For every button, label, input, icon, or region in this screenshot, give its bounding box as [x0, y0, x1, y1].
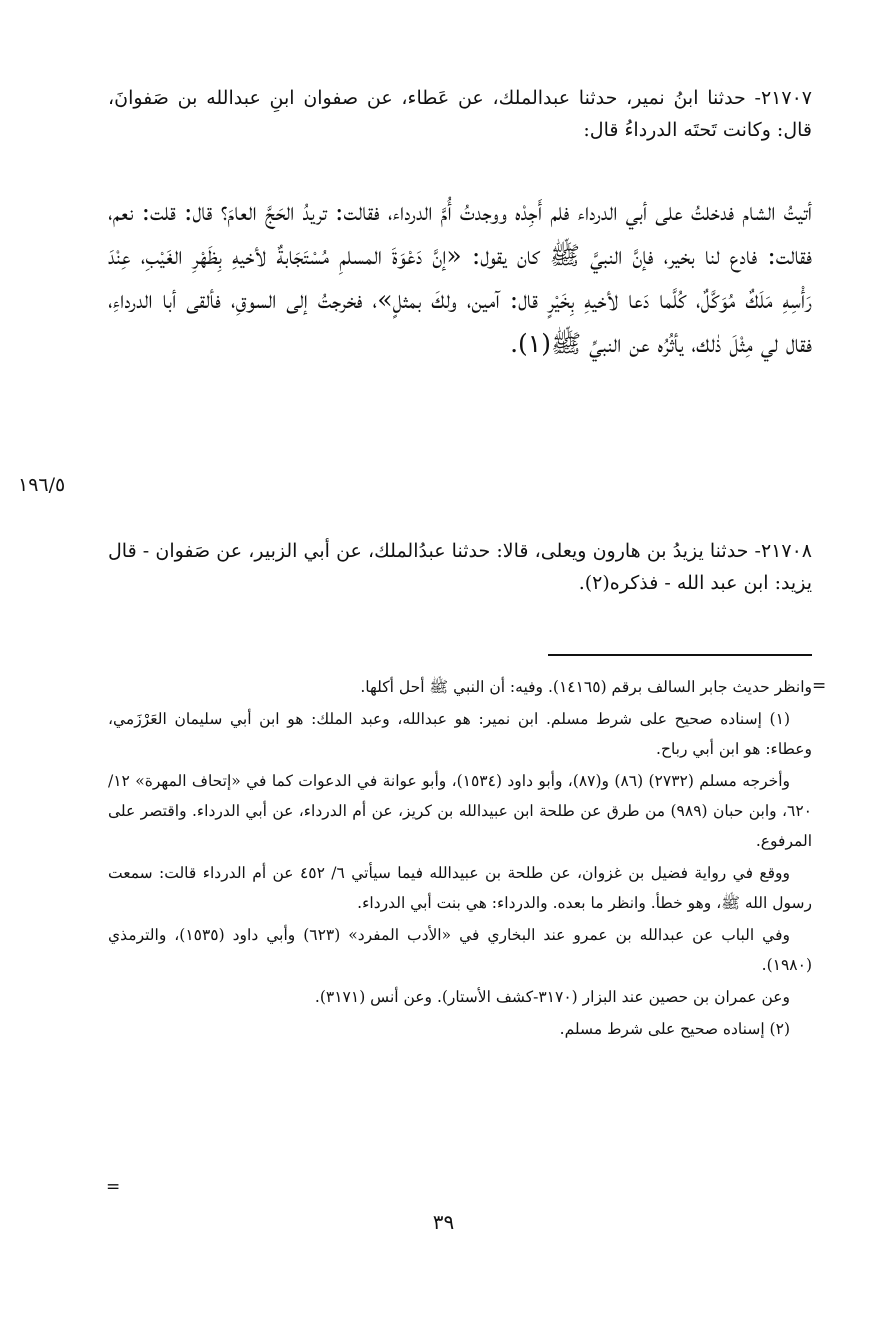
- footnote-1-riwaya: ووقع في رواية فضيل بن غزوان، عن طلحة بن عبيدالله فيما سيأتي ٦/ ٤٥٢ عن أم الدرداء قالت: سمعت رسول الله ﷺ، وهو خطأ. وانظر ما بعده. والدرداء: هي بنت أبي الدرداء.: [108, 864, 812, 912]
- footnote-2: (٢) إسناده صحيح على شرط مسلم.: [559, 1020, 790, 1038]
- footnotes: [108, 672, 812, 1046]
- footnote-continuation-mark-bottom: =: [106, 1177, 121, 1197]
- hadith-21707-text: ٢١٧٠٧- حدثنا ابنُ نمير، حدثنا عبدالملك، عن عَطاء، عن صفوان ابنِ عبدالله بن صَفوانَ، قال: وكانت تَحتَه الدرداءُ قال:: [108, 87, 812, 141]
- footnote-continuation-mark-top: =: [812, 676, 827, 696]
- footnote-separator: [548, 654, 812, 656]
- hadith-21708: [108, 535, 812, 599]
- matn-text: أتيتُ الشام فدخلتُ على أبي الدرداء فلم أَجِدْه ووجدتُ أُمَّ الدرداء، فقالت: تريدُ الحَجَّ العامَ؟ قال: قلت: نعم، فقالت: فادع لنا بخير، فإنَّ النبيَّ ﷺ كان يقول: «إنَّ دَعْوَةَ المسلمِ مُسْتَجَابةٌ لأخيهِ بِظَهْرِ الغَيْبِ، عِنْدَ رَأْسِهِ مَلَكٌ مُوَكَّلٌ، كُلَّما دَعا لأخيهِ بِخَيْرٍ قال: آمين، ولكَ بمثلٍ»، فخرجتُ إلى السوقِ، فألقى أبا الدرداءِ، فقال لي مِثْلَ ذٰلك، يأثُرُه عن النبيِّ ﷺ(١).: [108, 197, 812, 358]
- footnote-1-bab: وفي الباب عن عبدالله بن عمرو عند البخاري في «الأدب المفرد» (٦٢٣) وأبي داود (١٥٣٥)، والترمذي (١٩٨٠).: [108, 926, 812, 974]
- footnote-1-imran: وعن عمران بن حصين عند البزار (٣١٧٠-كشف الأستار). وعن أنس (٣١٧١).: [314, 988, 790, 1006]
- hadith-21707-matn: [108, 190, 812, 366]
- footnote-1: (١) إسناده صحيح على شرط مسلم. ابن نمير: هو عبدالله، وعبد الملك: هو ابن أبي سليمان العَرْزَمي، وعطاء: هو ابن أبي رباح.: [108, 710, 812, 758]
- page-number: ٣٩: [432, 1210, 455, 1234]
- hadith-21708-text: ٢١٧٠٨- حدثنا يزيدُ بن هارون ويعلى، قالا: حدثنا عبدُالملك، عن أبي الزبير، عن صَفوان - قال يزيد: ابن عبد الله - فذكره(٢).: [108, 540, 812, 594]
- hadith-21707-isnad: [108, 82, 812, 146]
- footnote-continued: وانظر حديث جابر السالف برقم (١٤١٦٥). وفيه: أن النبي ﷺ أحل أكلها.: [360, 678, 812, 696]
- footnote-1-takhrij: وأخرجه مسلم (٢٧٣٢) (٨٦) و(٨٧)، وأبو داود (١٥٣٤)، وأبو عوانة في الدعوات كما في «إتحاف المهرة» ١٢/ ٦٢٠، وابن حبان (٩٨٩) من طرق عن طلحة ابن عبيدالله بن كريز، عن أم الدرداء، عن أبي الدرداء. واقتصر على المرفوع.: [108, 772, 812, 850]
- margin-reference: ١٩٦/٥: [18, 474, 66, 496]
